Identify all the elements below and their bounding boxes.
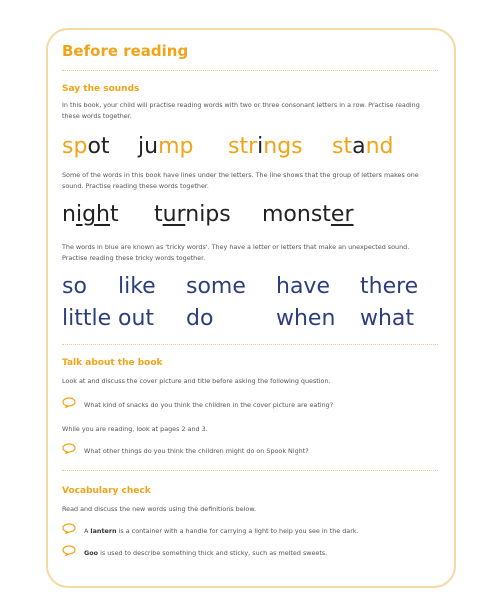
word-part: st (332, 134, 353, 159)
vocab-definition-text: is used to describe something thick and sticky, such as melted sweets. (98, 549, 328, 557)
tricky-word: little (62, 306, 112, 331)
word-part: nd (365, 134, 394, 159)
tricky-word: out (118, 306, 155, 331)
word-part: mp (158, 134, 194, 159)
tricky-word: there (360, 274, 419, 299)
divider (62, 344, 438, 345)
underlined-word (262, 202, 354, 227)
word-part: nips (185, 202, 231, 227)
vocab-prefix: A (84, 527, 91, 535)
sound-words-row (62, 134, 434, 164)
vocab-definition (84, 526, 359, 537)
divider (62, 70, 438, 71)
underlined-words-row (62, 202, 434, 232)
tricky-words-row-1 (62, 274, 434, 302)
vocab-word: lantern (90, 527, 117, 535)
vocab-definition (84, 548, 327, 559)
tricky-word: so (62, 274, 87, 299)
vocab-intro: Read and discuss the new words using the definitions below. (62, 505, 256, 513)
word-part: t (109, 202, 119, 227)
question-text: What other things do you think the children might do on Spook Night? (84, 447, 309, 455)
speech-bubble-icon (62, 545, 76, 556)
tricky-word: some (186, 274, 246, 299)
lines-intro: Some of the words in this book have lines under the letters. The line shows that the group of letters makes one sound. Practise reading these words together. (62, 171, 419, 190)
word-part: ju (138, 134, 159, 159)
word-part: monst (262, 202, 331, 227)
page-title: Before reading (62, 42, 189, 60)
vocab-definition-text: is a container with a handle for carrying a light to help you see in the dark. (116, 527, 359, 535)
word-part: ngs (263, 134, 303, 159)
sound-word (332, 134, 394, 159)
word-part: igh (75, 202, 110, 227)
word-part: ot (87, 134, 110, 159)
section-heading-talk-book: Talk about the book (62, 358, 163, 368)
tricky-word: what (360, 306, 415, 331)
tricky-word: do (186, 306, 214, 331)
speech-bubble-icon (62, 443, 76, 454)
while-reading-text: While you are reading, look at pages 2 and 3. (62, 425, 208, 433)
sound-word (138, 134, 193, 159)
section-heading-vocab: Vocabulary check (62, 486, 151, 496)
tricky-words-row-2 (62, 306, 434, 334)
tricky-intro: The words in blue are known as 'tricky words'. They have a letter or letters that make an unexpected sound. Practise reading these tricky words together. (62, 243, 410, 262)
word-part: er (330, 202, 354, 227)
word-part: t (154, 202, 163, 227)
speech-bubble-icon (62, 523, 76, 534)
underlined-word (62, 202, 119, 227)
section-heading-say-sounds: Say the sounds (62, 84, 140, 94)
word-part: i (257, 134, 264, 159)
sound-word (228, 134, 303, 159)
sound-word (62, 134, 110, 159)
word-part: a (352, 134, 366, 159)
word-part: ur (162, 202, 186, 227)
word-part: n (62, 202, 76, 227)
say-sounds-intro: In this book, your child will practise reading words with two or three consonant letters in a row. Practise reading these words together. (62, 101, 420, 120)
vocab-word: Goo (84, 549, 99, 557)
tricky-word: like (118, 274, 156, 299)
speech-bubble-icon (62, 397, 76, 408)
divider (62, 470, 438, 471)
word-part: str (228, 134, 258, 159)
tricky-word: have (276, 274, 330, 299)
word-part: sp (62, 134, 88, 159)
underlined-word (154, 202, 231, 227)
tricky-word: when (276, 306, 336, 331)
talk-book-intro: Look at and discuss the cover picture and title before asking the following question. (62, 377, 331, 385)
question-text: What kind of snacks do you think the children in the cover picture are eating? (84, 401, 334, 409)
